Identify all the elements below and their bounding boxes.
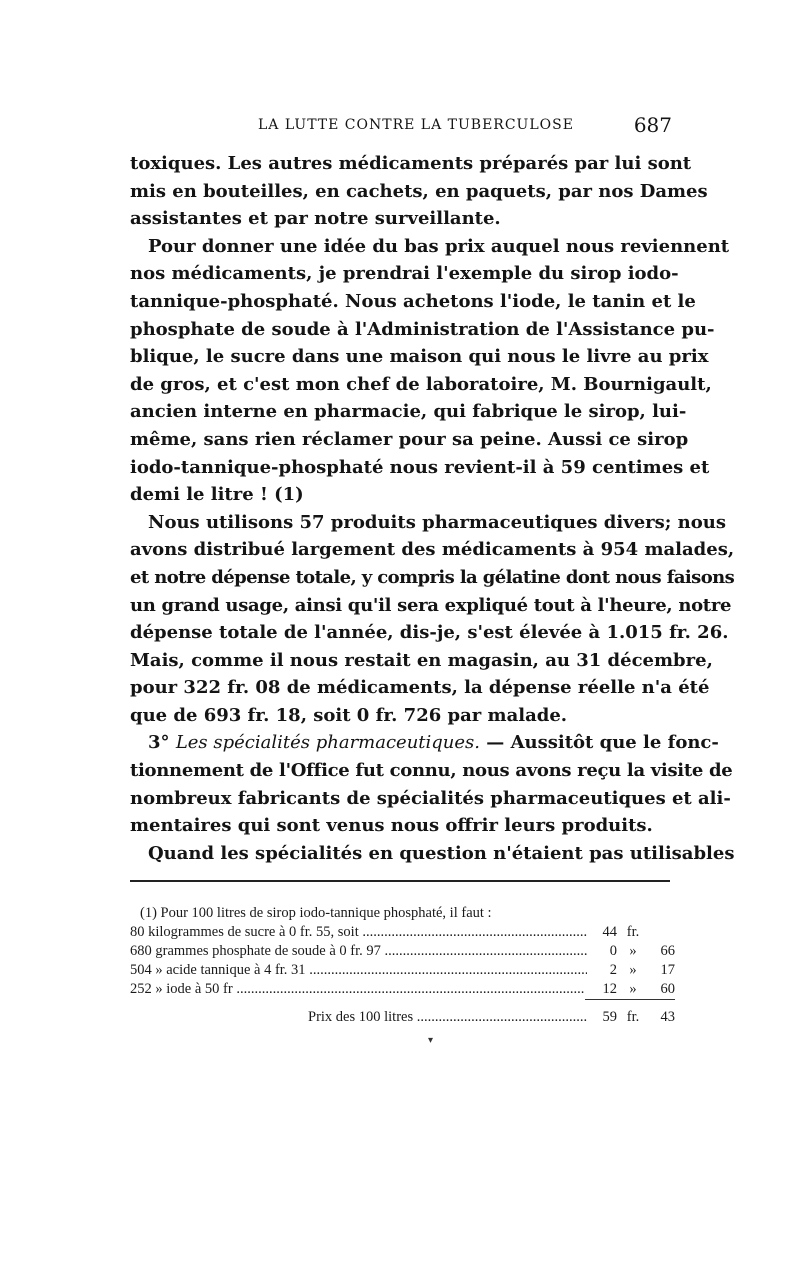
text-line: ancien interne en pharmacie, qui fabrique le sirop, lui- <box>130 401 687 423</box>
text-line: dépense totale de l'année, dis-je, s'est élevée à 1.015 fr. 26. <box>130 622 729 644</box>
paragraph-first-line: Quand les spécialités en question n'étaient pas utilisables <box>148 842 735 864</box>
text-line: tionnement de l'Office fut connu, nous avons reçu la visite de <box>130 760 733 782</box>
footnote-rule <box>130 880 670 882</box>
text-line: tannique-phosphaté. Nous achetons l'iode, le tanin et le <box>130 290 696 312</box>
text-line: de gros, et c'est mon chef de laboratoire, M. Bournigault, <box>130 373 712 395</box>
footnote-row <box>130 980 675 999</box>
text-line: Mais, comme il nous restait en magasin, au 31 décembre, <box>130 649 713 671</box>
footnote-row-centimes: 66 <box>660 943 675 959</box>
section-number: 3° <box>148 732 170 754</box>
body-text <box>130 150 735 867</box>
footnote-total-francs: 59 <box>602 1009 617 1025</box>
running-title: LA LUTTE CONTRE LA TUBERCULOSE <box>258 117 574 133</box>
footnote-total-desc: Prix des 100 litres ..... <box>308 1008 587 1027</box>
text-line: assistantes et par notre surveillante. <box>130 208 501 230</box>
text-line: phosphate de soude à l'Administration de l'Assistance pu- <box>130 318 715 340</box>
paragraph-first-line: Pour donner une idée du bas prix auquel nous reviennent <box>148 235 730 257</box>
footnote-row-unit: fr. <box>626 924 640 940</box>
text-line: que de 693 fr. 18, soit 0 fr. 726 par malade. <box>130 704 568 726</box>
footnote-intro: (1) Pour 100 litres de sirop iodo-tannique phosphaté, il faut : <box>140 905 492 921</box>
footnote-row-desc: 80 kilogrammes de sucre à 0 fr. 55, soit ..... <box>130 923 587 942</box>
text-line: nos médicaments, je prendrai l'exemple du sirop iodo- <box>130 263 679 285</box>
section-text: — Aussitôt que le fonc- <box>486 732 719 754</box>
running-header <box>130 113 672 139</box>
footnote-row-centimes: 60 <box>660 981 675 997</box>
footnote-row <box>130 961 675 980</box>
text-line: mentaires qui sont venus nous offrir leurs produits. <box>130 815 653 837</box>
footnote-row-francs: 2 <box>609 962 617 978</box>
text-line: iodo-tannique-phosphaté nous revient-il à 59 centimes et <box>130 456 710 478</box>
text-line: nombreux fabricants de spécialités pharmaceutiques et ali- <box>130 787 731 809</box>
text-line: avons distribué largement des médicaments à 954 malades, <box>130 539 735 561</box>
footnote-row-francs: 12 <box>602 981 617 997</box>
total-rule <box>585 999 675 1000</box>
footnote-row-unit: » <box>629 981 637 997</box>
printer-mark-icon: ▾ <box>428 1035 434 1046</box>
text-line: même, sans rien réclamer pour sa peine. Aussi ce sirop <box>130 428 689 450</box>
text-line: pour 322 fr. 08 de médicaments, la dépense réelle n'a été <box>130 677 710 699</box>
footnote-row-francs: 44 <box>602 924 617 940</box>
footnote-row-desc: 504 » acide tannique à 4 fr. 31 ..... <box>130 961 587 980</box>
footnote-total-unit: fr. <box>626 1009 640 1025</box>
footnote-row-desc: 252 » iode à 50 fr ..... <box>130 980 587 999</box>
footnote-row-unit: » <box>629 943 637 959</box>
page-number: 687 <box>633 113 672 137</box>
text-line: mis en bouteilles, en cachets, en paquets, par nos Dames <box>130 180 708 202</box>
footnote-row-desc: 680 grammes phosphate de soude à 0 fr. 97 ..... <box>130 942 587 961</box>
footnote-total-centimes: 43 <box>660 1009 675 1025</box>
footnote-row <box>130 942 675 961</box>
footnote-row <box>130 923 675 942</box>
footnote-total-row <box>130 1008 675 1027</box>
text-line: demi le litre ! (1) <box>130 484 304 506</box>
footnote-row-centimes: 17 <box>660 962 675 978</box>
section-title: Les spécialités pharmaceutiques. <box>175 732 481 754</box>
text-line: blique, le sucre dans une maison qui nous le livre au prix <box>130 346 709 368</box>
text-line: un grand usage, ainsi qu'il sera expliqué tout à l'heure, notre <box>130 594 732 616</box>
footnote-block <box>130 904 675 1027</box>
text-line: toxiques. Les autres médicaments préparés par lui sont <box>130 153 692 174</box>
text-line: et notre dépense totale, y compris la gélatine dont nous faisons <box>130 566 735 588</box>
footnote-row-unit: » <box>629 962 637 978</box>
paragraph-first-line: Nous utilisons 57 produits pharmaceutiques divers; nous <box>148 511 726 533</box>
section-heading-line <box>130 729 719 757</box>
footnote-row-francs: 0 <box>609 943 617 959</box>
